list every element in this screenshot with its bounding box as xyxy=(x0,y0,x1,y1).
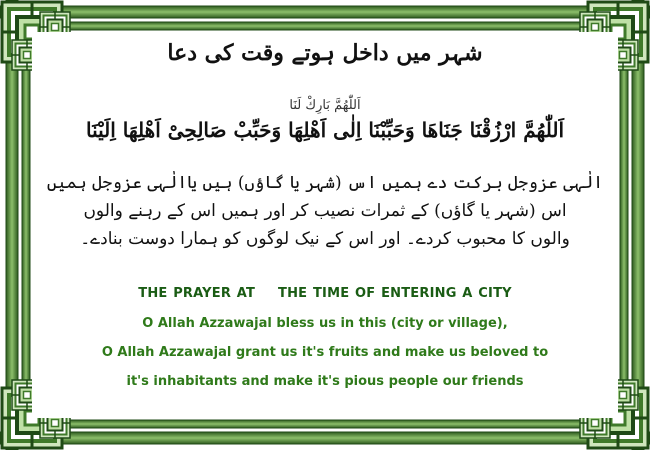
urdu-translation-line: اس (شہر یا گاؤں) کے ثمرات نصیب کر اور ہمیں اس کے رہنے والوں xyxy=(83,201,567,221)
arabic-invocation: اَللّٰهُمَّ بَارِكْ لَنَا xyxy=(289,98,361,113)
english-title: THE PRAYER AT THE TIME OF ENTERING A CITY xyxy=(138,286,512,301)
english-translation-line: O Allah Azzawajal bless us in this (city or village), xyxy=(142,316,508,331)
urdu-translation-line: والوں کا محبوب کردے۔ اور اس کے نیک لوگوں کو ہمارا دوست بنادے۔ xyxy=(80,229,570,249)
urdu-translation-line: الٰہی عزوجل برکت دے ہمیں اس (شہر یا گاؤں) ہیں یاالٰہی عزوجل ہمیں xyxy=(46,173,604,193)
urdu-title: شہر میں داخل ہوتے وقت کی دعا xyxy=(167,40,483,66)
english-translation-line: it's inhabitants and make it's pious people our friends xyxy=(126,374,524,389)
arabic-prayer-text: اَللّٰهُمَّ ارْزُقْنَا جَنَاهَا وَحَبِّبْنَا اِلٰى اَهْلِهَا وَحَبِّبْ صَالِحِىْ اَهْلِهَا اِلَيْنَا xyxy=(85,118,565,142)
content-panel xyxy=(32,32,618,418)
english-translation-line: O Allah Azzawajal grant us it's fruits and make us beloved to xyxy=(101,345,549,360)
